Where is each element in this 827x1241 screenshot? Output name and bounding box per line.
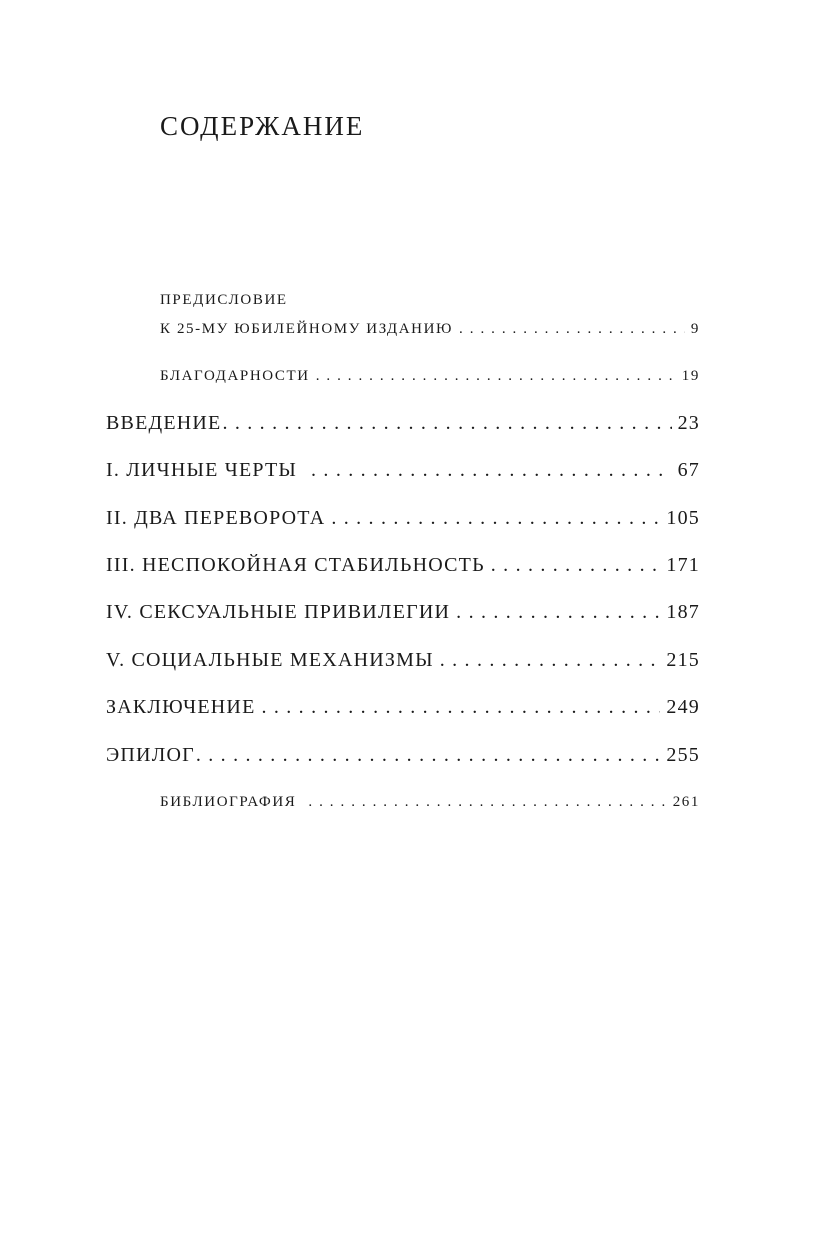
toc-entry-introduction[interactable] <box>106 410 700 436</box>
dot-leader <box>456 599 660 625</box>
toc-page-number: 187 <box>666 601 700 623</box>
toc-entry-chapter-2[interactable] <box>106 505 700 531</box>
dot-leader <box>222 410 671 436</box>
toc-entry-label: БИБЛИОГРАФИЯ <box>160 794 297 810</box>
toc-entry-chapter-5[interactable] <box>106 647 700 673</box>
toc-entry-label: IV. СЕКСУАЛЬНЫЕ ПРИВИЛЕГИИ <box>106 601 451 623</box>
toc-page-number: 171 <box>666 554 700 576</box>
dot-leader <box>459 316 685 342</box>
toc-page-number: 19 <box>681 368 700 384</box>
toc-entry-label: I. ЛИЧНЫЕ ЧЕРТЫ <box>106 459 298 481</box>
toc-page-number: 255 <box>666 744 700 766</box>
toc-page-number: 249 <box>666 696 700 718</box>
dot-leader <box>196 742 661 768</box>
toc-entry-label: ЭПИЛОГ <box>106 744 195 766</box>
toc-page-number: 23 <box>677 412 700 434</box>
page-title: СОДЕРЖАНИЕ <box>160 111 365 141</box>
dot-leader <box>311 457 672 483</box>
toc-entry-chapter-3[interactable] <box>106 552 700 578</box>
toc-entry-chapter-4[interactable] <box>106 599 700 625</box>
toc-entry-preface-line1: ПРЕДИСЛОВИЕ <box>160 292 288 308</box>
dot-leader <box>440 647 661 673</box>
toc-entry-epilogue[interactable] <box>106 742 700 768</box>
dot-leader <box>491 552 661 578</box>
toc-entry-bibliography[interactable] <box>160 789 700 815</box>
dot-leader <box>308 789 666 815</box>
toc-entry-chapter-1[interactable] <box>106 457 700 483</box>
toc-entry-label: ЗАКЛЮЧЕНИЕ <box>106 696 256 718</box>
toc-entry-conclusion[interactable] <box>106 694 700 720</box>
toc-entry-label: БЛАГОДАРНОСТИ <box>160 368 310 384</box>
toc-page-number: 105 <box>666 507 700 529</box>
dot-leader <box>316 363 676 389</box>
toc-entry-label: II. ДВА ПЕРЕВОРОТА <box>106 507 326 529</box>
toc-entry-preface[interactable] <box>160 316 700 342</box>
toc-page-number: 9 <box>690 321 700 337</box>
toc-entry-label: V. СОЦИАЛЬНЫЕ МЕХАНИЗМЫ <box>106 649 434 671</box>
toc-page-number: 261 <box>672 794 700 810</box>
toc-entry-acknowledgements[interactable] <box>160 363 700 389</box>
dot-leader <box>261 694 660 720</box>
dot-leader <box>331 505 660 531</box>
toc-page-number: 215 <box>666 649 700 671</box>
toc-entry-label: III. НЕСПОКОЙНАЯ СТАБИЛЬНОСТЬ <box>106 554 485 576</box>
toc-page-number: 67 <box>677 459 700 481</box>
toc-entry-label: ВВЕДЕНИЕ <box>106 412 222 434</box>
toc-entry-label: К 25-МУ ЮБИЛЕЙНОМУ ИЗДАНИЮ <box>160 321 454 337</box>
